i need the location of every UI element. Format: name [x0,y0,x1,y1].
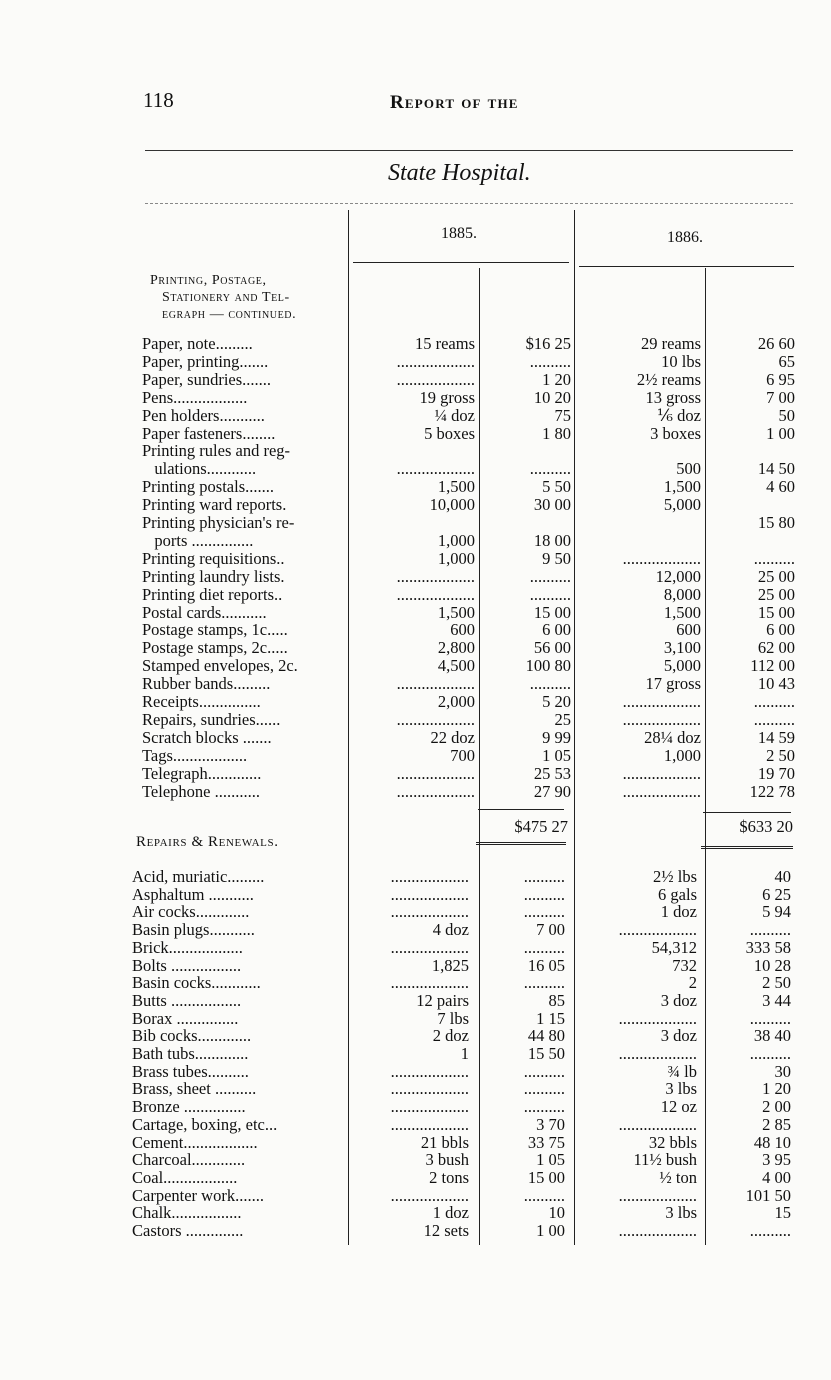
quantity-1886: ................... [618,1185,697,1205]
quantity-1886: 12 oz [660,1097,697,1117]
amount-1885: 5 20 [542,692,571,711]
quantity-1885: 1 [460,1044,469,1063]
section-heading: Repairs & Renewals. [136,834,279,850]
quantity-1885: 2,000 [437,692,475,711]
quantity-1886: 5,000 [663,495,701,515]
amount-1886: 25 00 [757,566,795,586]
amount-1886: 25 00 [757,584,795,604]
item-label: Castors .............. [132,1221,244,1240]
amount-1885: 27 90 [533,781,571,801]
amount-1885: $16 25 [525,334,571,353]
item-label: ports ............... [142,530,254,550]
quantity-1885: 3 bush [425,1150,469,1170]
table-row [0,675,831,693]
quantity-1885: ................... [396,369,475,389]
amount-1885: .......... [523,937,565,957]
quantity-1886: 1 doz [660,902,697,922]
amount-1885: 25 [554,709,571,729]
item-label: Acid, muriatic......... [132,867,265,886]
quantity-1885: 19 gross [419,387,475,407]
amount-1885: 1 05 [536,1150,565,1170]
quantity-1885: 22 doz [430,727,475,747]
table-row [0,1169,831,1187]
table-row [0,1222,831,1240]
quantity-1886: ................... [622,692,701,711]
quantity-1885: 4 doz [432,920,469,940]
total-rule [478,809,564,810]
amount-1885: 15 00 [533,602,571,622]
section-heading-line: Printing, Postage, [150,273,267,288]
quantity-1886: 2½ lbs [652,867,697,886]
quantity-1886: 2½ reams [636,369,701,389]
quantity-1885: ................... [390,1079,469,1099]
amount-1885: 15 00 [527,1167,565,1187]
total-double-rule [701,846,793,849]
amount-1885: .......... [523,867,565,886]
quantity-1886: ½ ton [659,1167,697,1187]
table-row [0,1080,831,1098]
quantity-1885: 15 reams [414,334,475,353]
quantity-1885: ................... [390,1061,469,1081]
amount-1886: 122 78 [749,781,795,801]
amount-1886: 2 50 [766,745,795,765]
quantity-1885: ................... [390,1114,469,1134]
amount-1885: 33 75 [527,1132,565,1152]
table-row [0,939,831,957]
item-label: Postal cards........... [142,602,267,622]
item-label: Printing rules and reg- [142,441,291,461]
amount-1885: .......... [523,1079,565,1099]
table-row [0,353,831,371]
quantity-1885: 1,000 [437,530,475,550]
total-rule [703,812,791,813]
amount-1885: 100 80 [525,656,571,676]
item-label: Brass, sheet .......... [132,1079,257,1099]
table-row [0,532,831,550]
quantity-1886: 32 bbls [648,1132,697,1152]
quantity-1886: ................... [622,548,701,568]
quantity-1885: 12 sets [423,1221,469,1240]
item-label: Telegraph............. [142,763,262,783]
item-label: Tags.................. [142,745,248,765]
quantity-1886: 1,500 [663,602,701,622]
amount-1885: .......... [523,902,565,922]
quantity-1885: 1,000 [437,548,475,568]
quantity-1886: ................... [618,920,697,940]
item-label: Brass tubes.......... [132,1061,249,1081]
section-heading-line: egraph — continued. [162,307,297,322]
amount-1886: 333 58 [745,937,791,957]
quantity-1886: ................... [618,1221,697,1240]
table-row [0,921,831,939]
table-row [0,335,831,353]
table-row [0,657,831,675]
amount-1885: .......... [529,584,571,604]
year-1885: 1885. [441,225,477,242]
amount-1885: .......... [523,1185,565,1205]
amount-1886: 7 00 [766,387,795,407]
quantity-1886: ................... [618,1044,697,1063]
quantity-1885: ................... [390,1097,469,1117]
amount-1886: 4 60 [766,477,795,497]
amount-1885: 9 50 [542,548,571,568]
amount-1885: 1 20 [542,369,571,389]
quantity-1886: 3 lbs [665,1203,697,1223]
section-heading-line: Stationery and Tel- [162,290,290,305]
quantity-1886: 3 lbs [665,1079,697,1099]
total-1885: $475 27 [514,817,568,836]
amount-1885: 10 20 [533,387,571,407]
table-row [0,1116,831,1134]
amount-1885: .......... [523,1097,565,1117]
quantity-1886: 732 [672,955,697,975]
table-row [0,586,831,604]
quantity-1885: 12 pairs [416,990,469,1010]
item-label: Butts ................. [132,990,242,1010]
quantity-1886: ⅙ doz [657,405,701,425]
table-row [0,747,831,765]
quantity-1885: ................... [390,973,469,993]
quantity-1886: ................... [622,763,701,783]
amount-1885: 30 00 [533,495,571,515]
quantity-1886: 5,000 [663,656,701,676]
amount-1885: 3 70 [536,1114,565,1134]
quantity-1886: 3 boxes [650,423,701,443]
table-row [0,442,831,460]
item-label: Cartage, boxing, etc... [132,1114,278,1134]
table-row [0,389,831,407]
amount-1886: 2 00 [762,1097,791,1117]
quantity-1885: ................... [396,781,475,801]
item-label: Brick.................. [132,937,243,957]
amount-1886: 6 00 [766,620,795,640]
item-label: Printing diet reports.. [142,584,283,604]
amount-1886: 19 70 [757,763,795,783]
amount-1886: .......... [753,548,795,568]
quantity-1885: ................... [390,937,469,957]
amount-1885: 1 80 [542,423,571,443]
quantity-1886: 600 [676,620,701,640]
quantity-1886: 12,000 [655,566,701,586]
item-label: Basin plugs........... [132,920,255,940]
quantity-1886: 6 gals [658,884,697,904]
quantity-1886: 2 [688,973,697,993]
item-label: Printing requisitions.. [142,548,285,568]
amount-1886: 40 [774,867,791,886]
amount-1886: 112 00 [750,656,795,676]
amount-1886: 3 44 [762,990,791,1010]
amount-1886: 5 94 [762,902,791,922]
amount-1885: .......... [529,459,571,479]
amount-1885: 1 15 [536,1008,565,1028]
item-label: Repairs, sundries...... [142,709,281,729]
item-label: Printing physician's re- [142,513,295,532]
quantity-1885: 5 boxes [424,423,475,443]
quantity-1886: ................... [622,709,701,729]
header-rule [353,262,569,263]
table-row [0,1204,831,1222]
header-rule [579,266,794,267]
item-label: Paper, printing....... [142,351,269,371]
table-row [0,407,831,425]
table-row [0,1098,831,1116]
quantity-1885: 1,500 [437,477,475,497]
item-label: Air cocks............. [132,902,250,922]
table-row [0,371,831,389]
amount-1885: 44 80 [527,1026,565,1046]
quantity-1885: 600 [450,620,475,640]
table-row [0,783,831,801]
amount-1885: .......... [523,1061,565,1081]
amount-1885: 15 50 [527,1044,565,1063]
amount-1886: 10 43 [757,674,795,694]
amount-1886: 101 50 [745,1185,791,1205]
year-1886: 1886. [667,229,703,246]
item-label: Printing ward reports. [142,495,287,515]
amount-1886: 38 40 [753,1026,791,1046]
amount-1886: 14 59 [757,727,795,747]
table-row [0,1063,831,1081]
amount-1886: 6 95 [766,369,795,389]
table-row [0,868,831,886]
item-label: Paper, note......... [142,334,253,353]
table-row [0,711,831,729]
quantity-1886: 17 gross [645,674,701,694]
table-row [0,886,831,904]
table-row [0,621,831,639]
item-label: Receipts............... [142,692,261,711]
amount-1885: 56 00 [533,638,571,658]
amount-1885: 6 00 [542,620,571,640]
quantity-1885: ................... [396,763,475,783]
quantity-1885: ¼ doz [434,405,475,425]
item-label: Bronze ............... [132,1097,246,1117]
item-label: Stamped envelopes, 2c. [142,656,298,676]
amount-1886: 6 25 [762,884,791,904]
quantity-1886: 8,000 [663,584,701,604]
table-row [0,903,831,921]
item-label: Borax ............... [132,1008,239,1028]
item-label: Pens.................. [142,387,248,407]
item-label: Postage stamps, 1c..... [142,620,288,640]
item-label: Pen holders........... [142,405,265,425]
quantity-1886: 54,312 [651,937,697,957]
quantity-1885: 21 bbls [420,1132,469,1152]
item-label: Chalk................. [132,1203,242,1223]
total-double-rule [476,842,566,845]
table-row [0,1027,831,1045]
totals-row [0,818,831,836]
quantity-1885: 2,800 [437,638,475,658]
quantity-1886: 3 doz [660,990,697,1010]
quantity-1885: 7 lbs [437,1008,469,1028]
table-row [0,460,831,478]
table-row [0,1045,831,1063]
item-label: Basin cocks............ [132,973,261,993]
amount-1885: 18 00 [533,530,571,550]
quantity-1886: 11½ bush [633,1150,697,1170]
item-label: Printing laundry lists. [142,566,285,586]
amount-1885: .......... [523,973,565,993]
quantity-1886: 1,500 [663,477,701,497]
amount-1885: 16 05 [527,955,565,975]
item-label: ulations............ [142,459,257,479]
quantity-1885: ................... [396,584,475,604]
amount-1885: 10 [548,1203,565,1223]
amount-1886: 1 20 [762,1079,791,1099]
amount-1886: 62 00 [757,638,795,658]
dashed-rule [145,203,793,204]
page-number: 118 [143,88,174,112]
amount-1885: 1 00 [536,1221,565,1240]
quantity-1886: 3,100 [663,638,701,658]
item-label: Bath tubs............. [132,1044,249,1063]
table-row [0,957,831,975]
quantity-1885: 4,500 [437,656,475,676]
item-label: Cement.................. [132,1132,258,1152]
item-label: Bolts ................. [132,955,242,975]
quantity-1885: 2 doz [432,1026,469,1046]
item-label: Postage stamps, 2c..... [142,638,288,658]
amount-1886: .......... [753,709,795,729]
quantity-1885: ................... [396,674,475,694]
amount-1886: 14 50 [757,459,795,479]
quantity-1886: 28¼ doz [644,727,701,747]
quantity-1885: ................... [396,459,475,479]
quantity-1886: 29 reams [640,334,701,353]
amount-1885: 5 50 [542,477,571,497]
amount-1886: .......... [749,1044,791,1063]
table-row [0,765,831,783]
table-title: State Hospital. [388,160,531,186]
quantity-1886: 500 [676,459,701,479]
amount-1886: .......... [749,1221,791,1240]
table-row [0,478,831,496]
table-row [0,974,831,992]
quantity-1885: 700 [450,745,475,765]
amount-1886: 3 95 [762,1150,791,1170]
item-label: Carpenter work....... [132,1185,264,1205]
quantity-1886: 3 doz [660,1026,697,1046]
amount-1885: .......... [523,884,565,904]
amount-1886: 1 00 [766,423,795,443]
total-1886: $633 20 [739,817,793,836]
amount-1885: .......... [529,566,571,586]
item-label: Coal.................. [132,1167,238,1187]
quantity-1886: 13 gross [645,387,701,407]
quantity-1886: ¾ lb [667,1061,697,1081]
item-label: Asphaltum ........... [132,884,254,904]
quantity-1885: ................... [396,351,475,371]
quantity-1885: 10,000 [429,495,475,515]
table-row [0,1187,831,1205]
table-row [0,693,831,711]
quantity-1885: ................... [390,902,469,922]
amount-1886: 30 [774,1061,791,1081]
top-rule [145,150,793,151]
table-row [0,550,831,568]
quantity-1885: 1,500 [437,602,475,622]
quantity-1886: ................... [618,1114,697,1134]
amount-1886: 2 50 [762,973,791,993]
amount-1886: 48 10 [753,1132,791,1152]
amount-1885: 7 00 [536,920,565,940]
item-label: Scratch blocks ....... [142,727,272,747]
item-label: Rubber bands......... [142,674,271,694]
table-row [0,496,831,514]
amount-1886: 65 [778,351,795,371]
item-label: Charcoal............. [132,1150,246,1170]
item-label: Telephone ........... [142,781,260,801]
amount-1886: .......... [749,920,791,940]
table-row [0,425,831,443]
table-row [0,1010,831,1028]
quantity-1886: ................... [622,781,701,801]
running-head: Report of the [390,92,519,113]
table-row [0,729,831,747]
table-row [0,568,831,586]
amount-1886: 10 28 [753,955,791,975]
amount-1885: .......... [529,351,571,371]
amount-1886: 4 00 [762,1167,791,1187]
table-row [0,604,831,622]
quantity-1885: ................... [390,867,469,886]
quantity-1885: ................... [390,1185,469,1205]
amount-1886: 15 00 [757,602,795,622]
amount-1886: 15 [774,1203,791,1223]
item-label: Paper, sundries....... [142,369,272,389]
table-row [0,639,831,657]
item-label: Printing postals....... [142,477,275,497]
table-row [0,1134,831,1152]
amount-1885: 25 53 [533,763,571,783]
quantity-1885: 1,825 [431,955,469,975]
amount-1886: .......... [753,692,795,711]
amount-1885: .......... [529,674,571,694]
amount-1886: 50 [778,405,795,425]
quantity-1885: 2 tons [429,1167,469,1187]
quantity-1885: 1 doz [432,1203,469,1223]
amount-1885: 1 05 [542,745,571,765]
item-label: Paper fasteners........ [142,423,276,443]
quantity-1885: ................... [396,566,475,586]
amount-1886: .......... [749,1008,791,1028]
quantity-1885: ................... [396,709,475,729]
amount-1886: 15 80 [757,513,795,532]
quantity-1886: ................... [618,1008,697,1028]
amount-1886: 26 60 [757,334,795,353]
table-row [0,992,831,1010]
quantity-1885: ................... [390,884,469,904]
quantity-1886: 1,000 [663,745,701,765]
table-row [0,514,831,532]
table-row [0,1151,831,1169]
amount-1886: 2 85 [762,1114,791,1134]
amount-1885: 75 [554,405,571,425]
amount-1885: 9 99 [542,727,571,747]
quantity-1886: 10 lbs [661,351,701,371]
amount-1885: 85 [548,990,565,1010]
item-label: Bib cocks............. [132,1026,252,1046]
